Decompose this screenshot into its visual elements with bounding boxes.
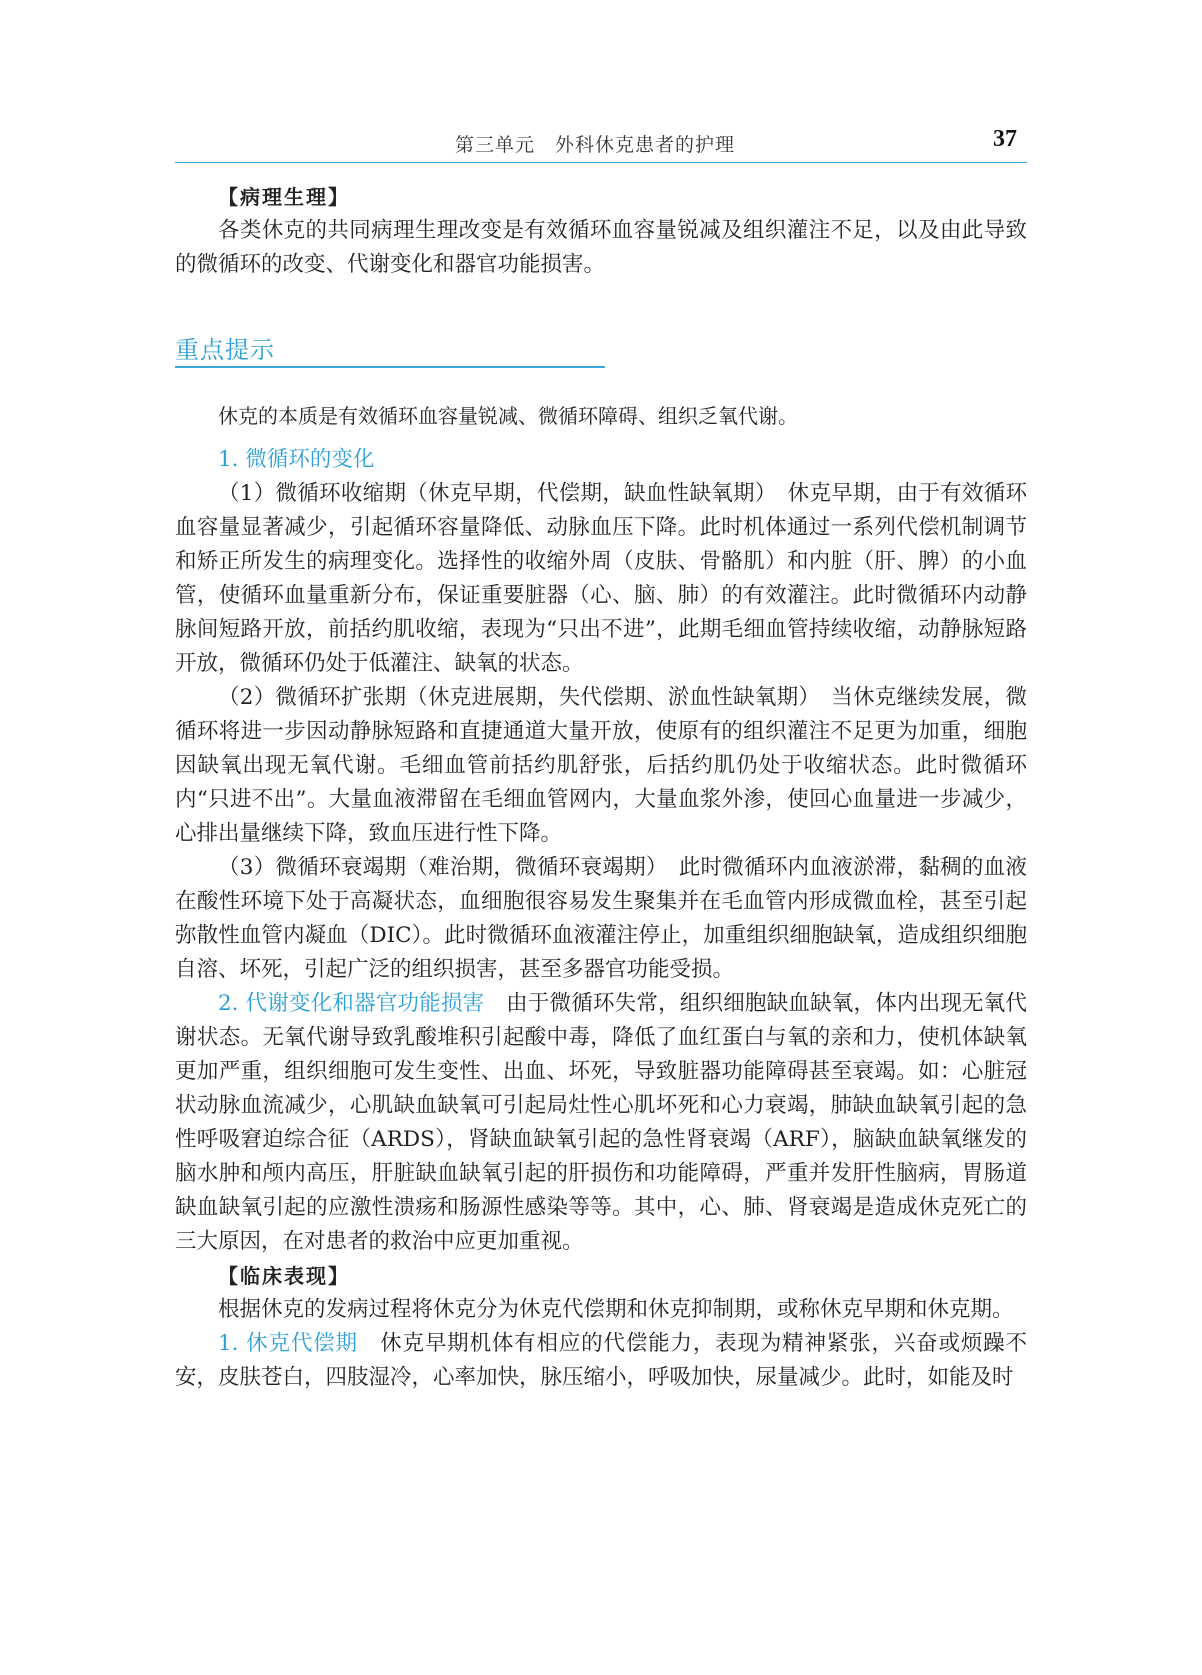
document-page — [175, 0, 1027, 1675]
section-heading-clinical: 【临床表现】 — [218, 1264, 350, 1288]
main-body — [175, 443, 1027, 1395]
subsection-heading-microcirculation: 1. 微循环的变化 — [218, 447, 375, 472]
microcirculation-paragraph-1: （1）微循环收缩期（休克早期，代偿期，缺血性缺氧期） 休克早期，由于有效循环血容量显著减少，引起循环容量降低、动脉血压下降。此时机体通过一系列代偿机制调节和矫正所发生的病理变化。选择性的收缩外周（皮肤、骨骼肌）和内脏（肝、脾）的小血管，使循环血量重新分布，保证重要脏器（心、脑、肺）的有效灌注。此时微循环内动静脉间短路开放，前括约肌收缩，表现为“只出不进”，此期毛细血管持续收缩，动静脉短路开放，微循环仍处于低灌注、缺氧的状态。 — [175, 481, 1027, 676]
metabolism-text: 由于微循环失常，组织细胞缺血缺氧，体内出现无氧代谢状态。无氧代谢导致乳酸堆积引起酸中毒，降低了血红蛋白与氧的亲和力，使机体缺氧更加严重，组织细胞可发生变性、出血、坏死，导致脏器功能障碍甚至衰竭。如：心脏冠状动脉血流减少，心肌缺血缺氧可引起局灶性心肌坏死和心力衰竭，肺缺血缺氧引起的急性呼吸窘迫综合征（ARDS），肾缺血缺氧引起的急性肾衰竭（ARF），脑缺血缺氧继发的脑水肿和颅内高压，肝脏缺血缺氧引起的肝损伤和功能障碍，严重并发肝性脑病，胃肠道缺血缺氧引起的应激性溃疡和肠源性感染等等。其中，心、肺、肾衰竭是造成休克死亡的三大原因，在对患者的救治中应更加重视。 — [175, 991, 1027, 1254]
clinical-paragraph: 根据休克的发病过程将休克分为休克代偿期和休克抑制期，或称休克早期和休克期。 — [218, 1297, 1014, 1322]
keypoint-title: 重点提示 — [175, 336, 275, 364]
keypoint-text: 休克的本质是有效循环血容量锐减、微循环障碍、组织乏氧代谢。 — [218, 404, 798, 428]
chapter-title: 第三单元 外科休克患者的护理 — [455, 134, 736, 156]
running-header — [175, 128, 1027, 163]
subsection-heading-compensatory: 1. 休克代偿期 — [218, 1331, 358, 1356]
pathophysiology-section — [175, 180, 1027, 282]
keypoint-banner — [175, 330, 605, 368]
subsection-heading-metabolism: 2. 代谢变化和器官功能损害 — [218, 991, 485, 1016]
compensatory-paragraph — [175, 1327, 1027, 1395]
microcirculation-paragraph-3: （3）微循环衰竭期（难治期，微循环衰竭期） 此时微循环内血液淤滞，黏稠的血液在酸性环境下处于高凝状态，血细胞很容易发生聚集并在毛血管内形成微血栓，甚至引起弥散性血管内凝血（DIC）。此时微循环血液灌注停止，加重组织细胞缺氧，造成组织细胞自溶、坏死，引起广泛的组织损害，甚至多器官功能受损。 — [175, 855, 1027, 982]
compensatory-text: 休克早期机体有相应的代偿能力，表现为精神紧张，兴奋或烦躁不安，皮肤苍白，四肢湿冷，心率加快，脉压缩小，呼吸加快，尿量减少。此时，如能及时 — [175, 1331, 1027, 1390]
page-number: 37 — [993, 126, 1017, 152]
pathophysiology-paragraph: 各类休克的共同病理生理改变是有效循环血容量锐减及组织灌注不足，以及由此导致的微循环的改变、代谢变化和器官功能损害。 — [175, 218, 1027, 277]
microcirculation-paragraph-2: （2）微循环扩张期（休克进展期，失代偿期、淤血性缺氧期） 当休克继续发展，微循环将进一步因动静脉短路和直捷通道大量开放，使原有的组织灌注不足更为加重，细胞因缺氧出现无氧代谢。毛细血管前括约肌舒张，后括约肌仍处于收缩状态。此时微循环内“只进不出”。大量血液滞留在毛细血管网内，大量血浆外渗，使回心血量进一步减少，心排出量继续下降，致血压进行性下降。 — [175, 685, 1027, 846]
section-heading-pathophysiology: 【病理生理】 — [218, 185, 350, 209]
metabolism-paragraph — [175, 987, 1027, 1259]
